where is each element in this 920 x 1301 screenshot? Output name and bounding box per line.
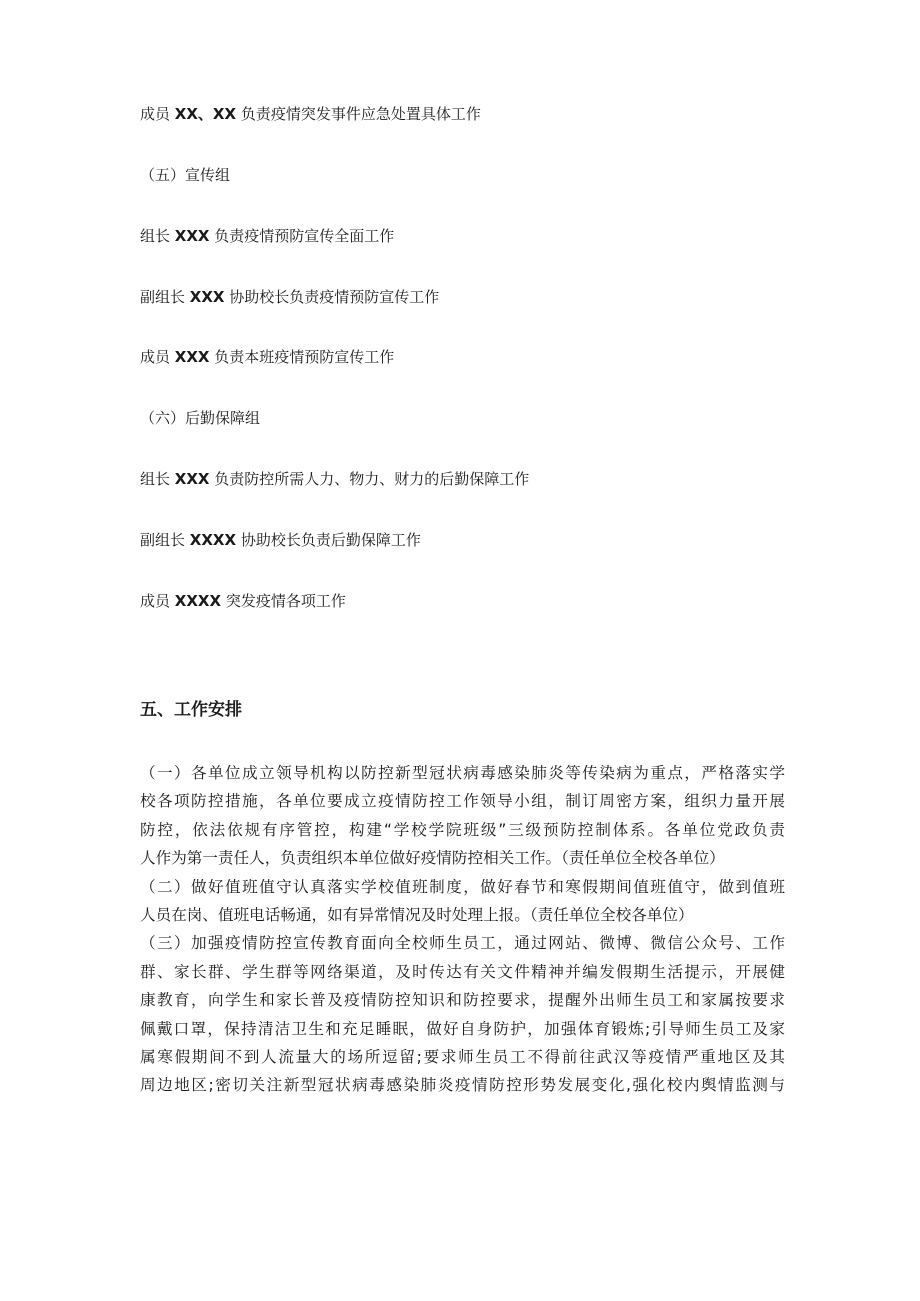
member-name: XXXX (189, 531, 237, 549)
line-prefix: 组长 (140, 470, 175, 488)
group-line (140, 287, 439, 307)
line-prefix: 副组长 (140, 531, 190, 549)
group-line (140, 104, 481, 124)
group-line (140, 226, 394, 246)
line-suffix: 突发疫情各项工作 (221, 592, 346, 610)
body-line: 周边地区;密切关注新型冠状病毒感染肺炎疫情防控形势发展变化,强化校内舆情监测与 (140, 1076, 785, 1095)
body-line: 群、家长群、学生群等网络渠道，及时传达有关文件精神并编发假期生活提示，开展健 (140, 962, 785, 981)
body-line: 人员在岗、值班电话畅通，如有异常情况及时处理上报。（责任单位全校各单位） (140, 905, 694, 924)
body-line: 康教育，向学生和家长普及疫情防控知识和防控要求，提醒外出师生员工和家属按要求 (140, 991, 785, 1010)
line-prefix: （五）宣传组 (140, 166, 231, 184)
body-line: （三）加强疫情防控宣传教育面向全校师生员工，通过网站、微博、微信公众号、工作 (140, 934, 785, 953)
line-suffix: 负责疫情突发事件应急处置具体工作 (236, 105, 481, 123)
member-name: XXX (174, 348, 210, 366)
body-line: 佩戴口罩，保持清洁卫生和充足睡眠，做好自身防护，加强体育锻炼;引导师生员工及家 (140, 1019, 785, 1038)
line-prefix: 组长 (140, 227, 175, 245)
member-name: XX、XX (174, 105, 237, 123)
group-line (140, 530, 421, 550)
line-suffix: 负责本班疫情预防宣传工作 (209, 348, 395, 366)
body-line: 人作为第一责任人，负责组织本单位做好疫情防控相关工作。（责任单位全校各单位） (140, 849, 725, 868)
line-suffix: 协助校长负责后勤保障工作 (236, 531, 421, 549)
line-prefix: （六）后勤保障组 (140, 409, 261, 427)
line-suffix: 协助校长负责疫情预防宣传工作 (224, 288, 440, 306)
member-name: XXX (189, 288, 225, 306)
line-suffix: 负责防控所需人力、物力、财力的后勤保障工作 (209, 470, 530, 488)
line-suffix: 负责疫情预防宣传全面工作 (209, 227, 395, 245)
group-line (140, 469, 529, 489)
member-name: XXXX (174, 592, 222, 610)
line-prefix: 成员 (140, 105, 175, 123)
line-prefix: 成员 (140, 348, 175, 366)
line-prefix: 成员 (140, 592, 175, 610)
line-prefix: 副组长 (140, 288, 190, 306)
body-line: （二）做好值班值守认真落实学校值班制度，做好春节和寒假期间值班值守，做到值班 (140, 877, 785, 896)
group-heading (140, 165, 230, 185)
work-arrangement-body (140, 759, 785, 1100)
member-name: XXX (174, 227, 210, 245)
section-title: 五、工作安排 (140, 700, 242, 720)
group-line (140, 347, 394, 367)
body-line: 属寒假期间不到人流量大的场所逗留;要求师生员工不得前往武汉等疫情严重地区及其 (140, 1047, 785, 1066)
body-line: 校各项防控措施，各单位要成立疫情防控工作领导小组，制订周密方案，组织力量开展 (140, 792, 785, 811)
member-name: XXX (174, 470, 210, 488)
group-line (140, 591, 346, 611)
body-line: （一）各单位成立领导机构以防控新型冠状病毒感染肺炎等传染病为重点，严格落实学 (140, 764, 785, 782)
body-line: 防控，依法依规有序管控，构建“学校学院班级”三级预防控制体系。各单位党政负责 (140, 820, 785, 839)
group-heading (140, 408, 260, 428)
